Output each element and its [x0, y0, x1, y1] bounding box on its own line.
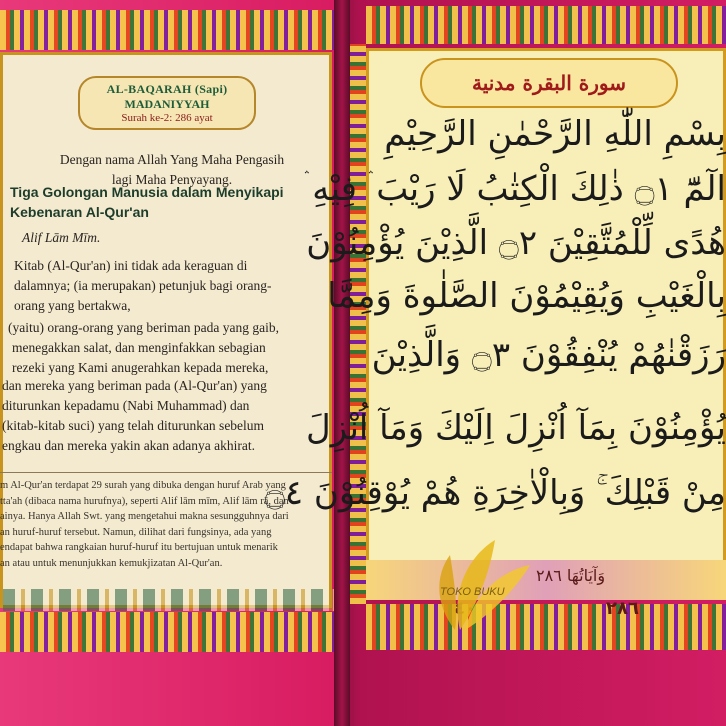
footnote-line-5: endapat bahwa rangkaian huruf-huruf itu bertujuan untuk menarik: [0, 542, 278, 553]
verse-1: Alif Lām Mīm.: [22, 230, 101, 245]
section-heading: [10, 182, 284, 222]
bismillah-line-2: lagi Maha Penyayang.: [111, 172, 233, 187]
bottom-ornament-left: [0, 612, 334, 652]
verse-4-line-3: (kitab-kitab suci) yang telah diturunkan sebelum: [2, 418, 265, 433]
top-ornament-left: [0, 10, 334, 50]
verse-2-line-3: orang yang bertakwa,: [14, 298, 131, 313]
verse-3-line-2: menegakkan salat, dan menginfakkan sebagian: [12, 340, 266, 355]
verse-4-line-2: diturunkan kepadamu (Nabi Muhammad) dan: [2, 398, 250, 413]
verse-2-line-1: Kitab (Al-Qur'an) ini tidak ada keraguan di: [14, 258, 248, 273]
watermark-leaves-icon: [420, 530, 560, 640]
verse-4-line-1: dan mereka yang beriman pada (Al-Qur'an) yang: [2, 378, 267, 393]
verse-3: [8, 318, 344, 378]
surah-type: MADANIYYAH: [124, 97, 210, 111]
left-page: [0, 0, 348, 726]
heading-line-2: Kebenaran Al-Qur'an: [10, 204, 149, 220]
arabic-line-1: بِسْمِ اللّٰهِ الرَّحْمٰنِ الرَّحِيْمِ: [384, 114, 726, 154]
heading-line-1: Tiga Golongan Manusia dalam Menyikapi: [10, 184, 284, 200]
arabic-line-4: بِالْغَيْبِ وَيُقِيْمُوْنَ الصَّلٰوةَ وَمِمَّا: [327, 276, 726, 316]
arabic-line-3: هُدًى لِّلْمُتَّقِيْنَ ۝٢ الَّذِيْنَ يُؤْمِنُوْنَ: [306, 223, 726, 263]
verse-4: [2, 376, 342, 456]
footnote-line-2: tta'ah (dibaca nama hurufnya), seperti Alif lām mīm, Alif lām rā, dan: [0, 495, 289, 507]
verse-3-line-1: (yaitu) orang-orang yang beriman pada yang gaib,: [8, 320, 280, 335]
arabic-line-2: الٓمّٓ ۝١ ذٰلِكَ الْكِتٰبُ لَا رَيْبَ ۛ فِيْهِ ۛ: [303, 169, 726, 209]
surah-number-ayat: Surah ke-2: 286 ayat: [121, 112, 213, 124]
surah-header-text: سورة البقرة مدنية: [471, 71, 626, 95]
verse-2: [14, 256, 344, 316]
surah-title-plaque: [78, 76, 256, 130]
top-ornament-right: [366, 6, 726, 44]
arabic-line-6: يُؤْمِنُوْنَ بِمَآ اُنْزِلَ اِلَيْكَ وَمَآ اُنْزِلَ: [305, 408, 726, 448]
footnote-line-4: an huruf-huruf tersebut. Namun, dilihat dari fungsinya, ada yang: [0, 526, 272, 538]
footnote-line-3: ainya. Hanya Allah Swt. yang mengetahui makna sesungguhnya dari: [0, 511, 289, 522]
verse-4-line-4: engkau dan mereka yakin akan adanya akhirat.: [2, 438, 256, 453]
verse-3-line-3: rezeki yang Kami anugerahkan kepada mereka,: [12, 360, 269, 375]
footnote-line-1: m Al-Qur'an terdapat 29 surah yang dibuka dengan huruf Arab yang: [0, 480, 286, 491]
surah-name-latin: AL-BAQARAH (Sapi): [106, 82, 228, 96]
bismillah-line-1: Dengan nama Allah Yang Maha Pengasih: [59, 152, 285, 167]
bottom-pattern: [3, 589, 335, 611]
footnote-line-6: an atau untuk menunjukkan kemukjizatan Al-Qur'an.: [0, 557, 223, 569]
watermark-text: TOKO BUKU: [440, 586, 505, 598]
page-number-right-arabic: ٢٨٦: [606, 598, 639, 619]
ayat-count-arabic: وَآيَاتُهَا ٢٨٦: [536, 566, 606, 585]
watermark-logo: [420, 530, 560, 640]
surah-header-arabic: [420, 58, 678, 108]
arabic-line-5: رَزَقْنٰهُمْ يُنْفِقُوْنَ ۝٣ وَالَّذِيْنَ: [371, 335, 726, 375]
verse-2-line-2: dalamnya; (ia merupakan) petunjuk bagi orang-: [14, 278, 272, 293]
arabic-line-7: مِنْ قَبْلِكَ ۚ وَبِالْاٰخِرَةِ هُمْ يُوْقِنُوْنَ ۝٤: [264, 473, 726, 513]
